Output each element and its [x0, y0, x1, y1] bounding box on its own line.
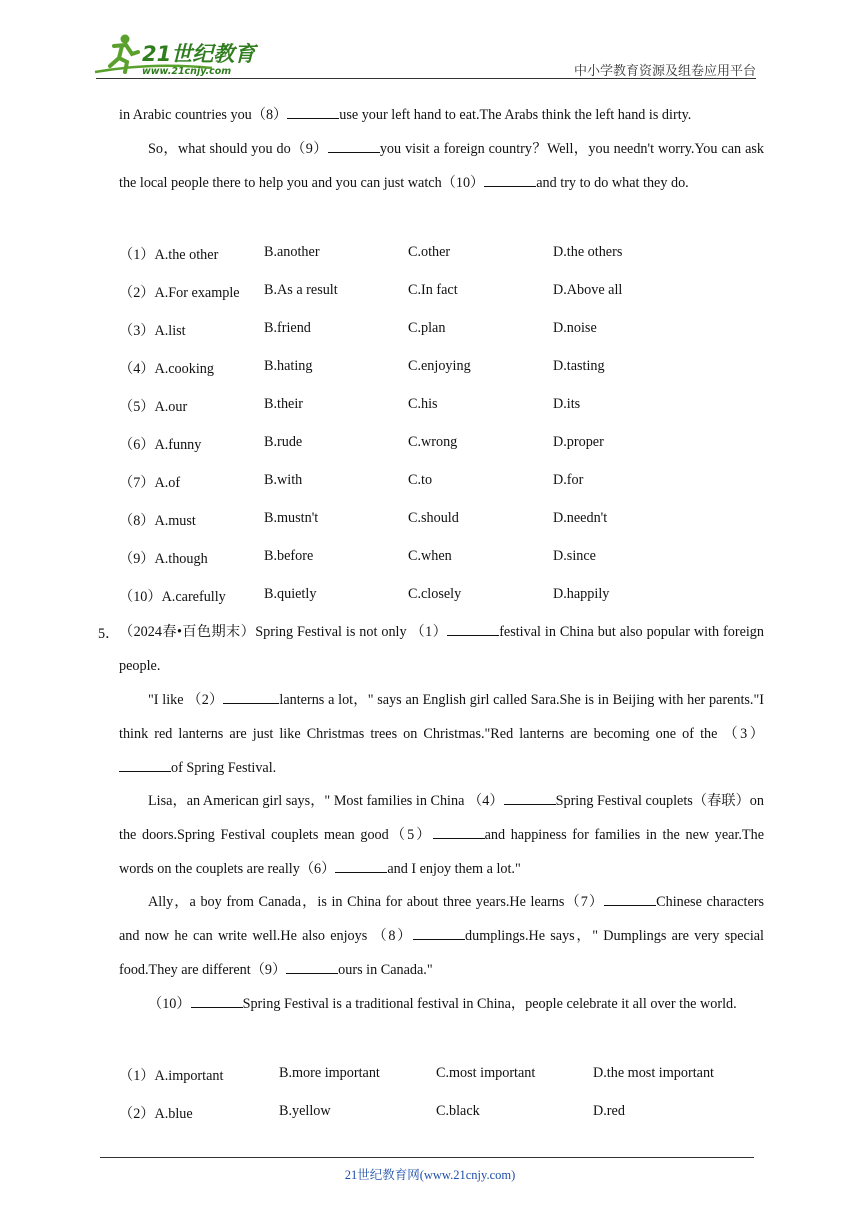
- logo-21cnjy-icon: [92, 32, 262, 78]
- document-page: 21世纪教育 www.21cnjy.com 中小学教育资源及组卷应用平台 in Arabic countries you（8） use your left hand to eat.The Arabs think the left hand is dirty. So，what should you do（9） you visit a foreign country？Well，you needn't worry.You can ask the local people there to help you and you can just watch（10） and try to do what they do. （1）A.the other B.another C.other D.the others （2）A.For example B.As a result C.In fact D.Above all （3）A.list B.friend C.plan D.noise （4）A.cooking B.hating C.enjoying D.tasting （5）A.our B.their C.his D.its （6）A.funny B.rude C.wrong D.proper （7）A.of B.with C.to D.for （8）A.must B.mustn't C.should D.needn't （9）A.though B.before C.when D.since （10）A.carefully B.quietly C.closely D.happily 5． （2024春•百色期末）Spring Festival is not only （1） festival in China but also popular with foreign people. "I like （2） lanterns a lot，" says an English girl called Sara.She is in Beijing with her parents."I think red lanterns are just like Christmas trees on Christmas."Red lanterns are becoming one of the （3）of Spring Festival. Lisa，an American girl says，" Most families in China （4） Spring Festival couplets（春联）on the doors.Spring Festival couplets mean good（5） and happiness for families in the new year.The words on the couplets are really（6） and I enjoy them a lot." Ally，a boy from Canada，is in China for about three years.He learns（7） Chinese characters and now he can write well.He also enjoys （8） dumplings.He says，" Dumplings are very special food.They are different（9） ours in Canada." （10） Spring Festival is a traditional festival in China，people celebrate it all over the world. （1）A.important B.more important C.most important D.the most important （2）A.blue B.yellow C.black D.red 21世纪教育网(www.21cnjy.com): [0, 0, 860, 1216]
- header-divider: [96, 78, 756, 79]
- footer-link[interactable]: 21世纪教育网(www.21cnjy.com): [344, 1168, 516, 1182]
- passage-paragraph: Lisa，an American girl says，" Most families in China （4） Spring Festival couplets（春联）on the doors.Spring Festival couplets mean good（5） and happiness for families in the new year.The words on the couplets are really（6） and I enjoy them a lot.": [119, 784, 764, 886]
- passage-paragraph: So，what should you do（9） you visit a foreign country？Well，you needn't worry.You can ask the local people there to help you and you can just watch（10） and try to do what they do.: [119, 132, 764, 200]
- passage-line: in Arabic countries you（8） use your left hand to eat.The Arabs think the left hand is dirty.: [119, 98, 764, 132]
- logo-main-text: 21世纪教育: [142, 42, 256, 66]
- footer-divider: [100, 1157, 754, 1158]
- passage-paragraph: Ally，a boy from Canada，is in China for about three years.He learns（7） Chinese characters and now he can write well.He also enjoys （8） dumplings.He says，" Dumplings are very special food.They are different（9） ours in Canada.": [119, 885, 764, 987]
- passage-paragraph: "I like （2） lanterns a lot，" says an English girl called Sara.She is in Beijing with her parents."I think red lanterns are just like Christmas trees on Christmas."Red lanterns are becoming one of the （3）of Spring Festival.: [119, 683, 764, 785]
- logo-url-text: www.21cnjy.com: [142, 66, 232, 77]
- passage-paragraph: （2024春•百色期末）Spring Festival is not only （1） festival in China but also popular with foreign people.: [119, 615, 764, 683]
- question-number: 5．: [98, 626, 120, 642]
- header-platform-text: 中小学教育资源及组卷应用平台: [573, 64, 756, 79]
- passage-paragraph: （10） Spring Festival is a traditional festival in China，people celebrate it all over the world.: [119, 987, 764, 1021]
